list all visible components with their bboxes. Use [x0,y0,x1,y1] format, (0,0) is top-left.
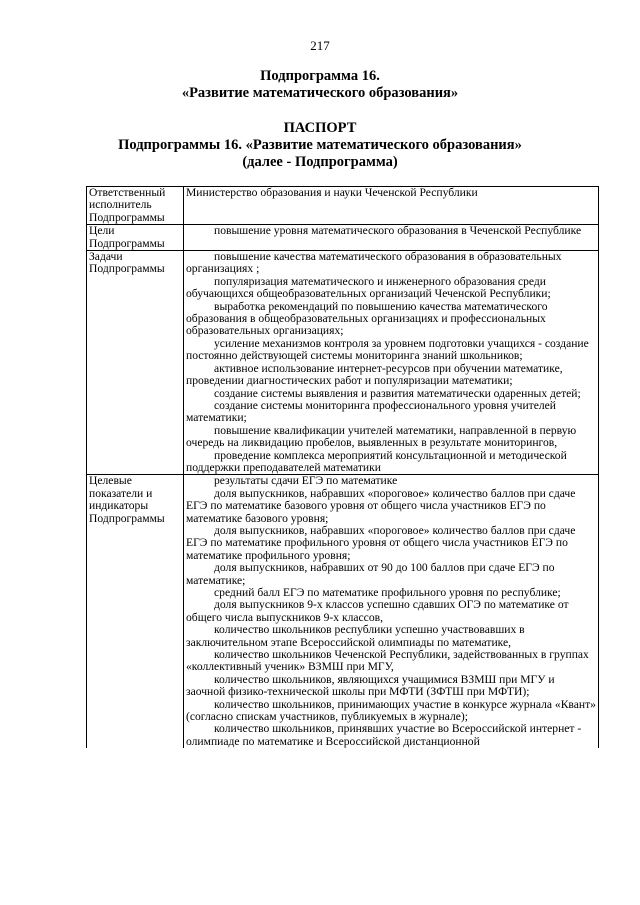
row-content [184,225,599,251]
paragraph: доля выпускников 9-х классов успешно сдавших ОГЭ по математике от общего числа выпускников 9-х классов, [186,598,569,624]
paragraph: Министерство образования и науки Чеченской Республики [186,186,478,199]
row-content [184,251,599,475]
paragraph: повышение квалификации учителей математики, направленной в первую очередь на ликвидацию пробелов, выявленных в результате мониторингов, [186,423,577,450]
paragraph: доля выпускников, набравших «пороговое» количество баллов при сдаче ЕГЭ по математике базового уровня от общего числа участников ЕГЭ по математике базового уровня; [186,486,576,525]
paragraph: доля выпускников, набравших от 90 до 100 баллов при сдаче ЕГЭ по математике; [186,561,555,587]
paragraph: количество школьников республики успешно участвовавших в заключительном этапе Всероссийской олимпиады по математике, [186,623,525,649]
paragraph: средний балл ЕГЭ по математике профильного уровня по республике; [214,586,561,599]
row-label: Задачи Подпрограммы [87,251,184,475]
subprogram-title-line2: «Развитие математического образования» [181,85,459,101]
paragraph: создание системы мониторинга профессионального уровня учителей математики; [186,398,557,425]
subprogram-title [0,68,640,102]
row-label: Ответственный исполнитель Подпрограммы [87,187,184,225]
paragraph: усиление механизмов контроля за уровнем подготовки учащихся - создание постоянно действующей системы мониторинга знаний школьников; [186,336,589,363]
passport-heading-line2: Подпрограммы 16. «Развитие математического образования» [118,137,522,153]
paragraph: результаты сдачи ЕГЭ по математике [214,474,398,488]
row-label: Целевые показатели и индикаторы Подпрограммы [87,475,184,748]
row-content [184,187,599,225]
paragraph: популяризация математического и инженерного образования среди обучающихся общеобразовательных организаций Чеченской Республики; [186,274,551,301]
subprogram-title-line1: Подпрограмма 16. [260,68,380,84]
table-row [87,187,599,225]
paragraph: повышение качества математического образования в образовательных организациях ; [186,250,562,276]
passport-heading-line1: ПАСПОРТ [283,120,357,136]
page-number: 217 [310,38,330,53]
row-label: Цели Подпрограммы [87,225,184,251]
paragraph: количество школьников, принимающих участие в конкурсе журнала «Квант» (согласно спискам участников, публикуемых в журнале); [186,697,596,724]
paragraph: повышение уровня математического образования в Чеченской Республике [214,224,582,238]
paragraph: доля выпускников, набравших «пороговое» количество баллов при сдаче ЕГЭ по математике профильного уровня от общего числа участников ЕГЭ по математике профильного уровня; [186,523,576,562]
paragraph: выработка рекомендаций по повышению качества математического образования в общеобразовательных организациях и профессиональных образовательных организациях; [186,299,548,338]
paragraph: количество школьников, являющихся учащимися ВЗМШ при МГУ и заочной физико-технической школы при МФТИ (ЗФТШ при МФТИ); [186,672,555,699]
paragraph: количество школьников, принявших участие во Всероссийской интернет - олимпиаде по математике и Всероссийской дистанционной [186,722,582,748]
paragraph: создание системы выявления и развития математически одаренных детей; [214,386,581,400]
paragraph: количество школьников Чеченской Республики, задействованных в группах «коллективный ученик» ВЗМШ при МГУ, [186,648,589,674]
paragraph: проведение комплекса мероприятий консультационной и методической поддержки преподавателей математики [186,448,567,474]
passport-table [86,186,599,748]
row-content [184,475,599,748]
paragraph: активное использование интернет-ресурсов при обучении математике, проведении диагностических работ и популяризации математики; [186,361,563,388]
passport-heading [0,120,640,171]
table-row [87,251,599,475]
passport-heading-line3: (далее - Подпрограмма) [242,154,398,170]
table-row [87,225,599,251]
table-row [87,475,599,748]
